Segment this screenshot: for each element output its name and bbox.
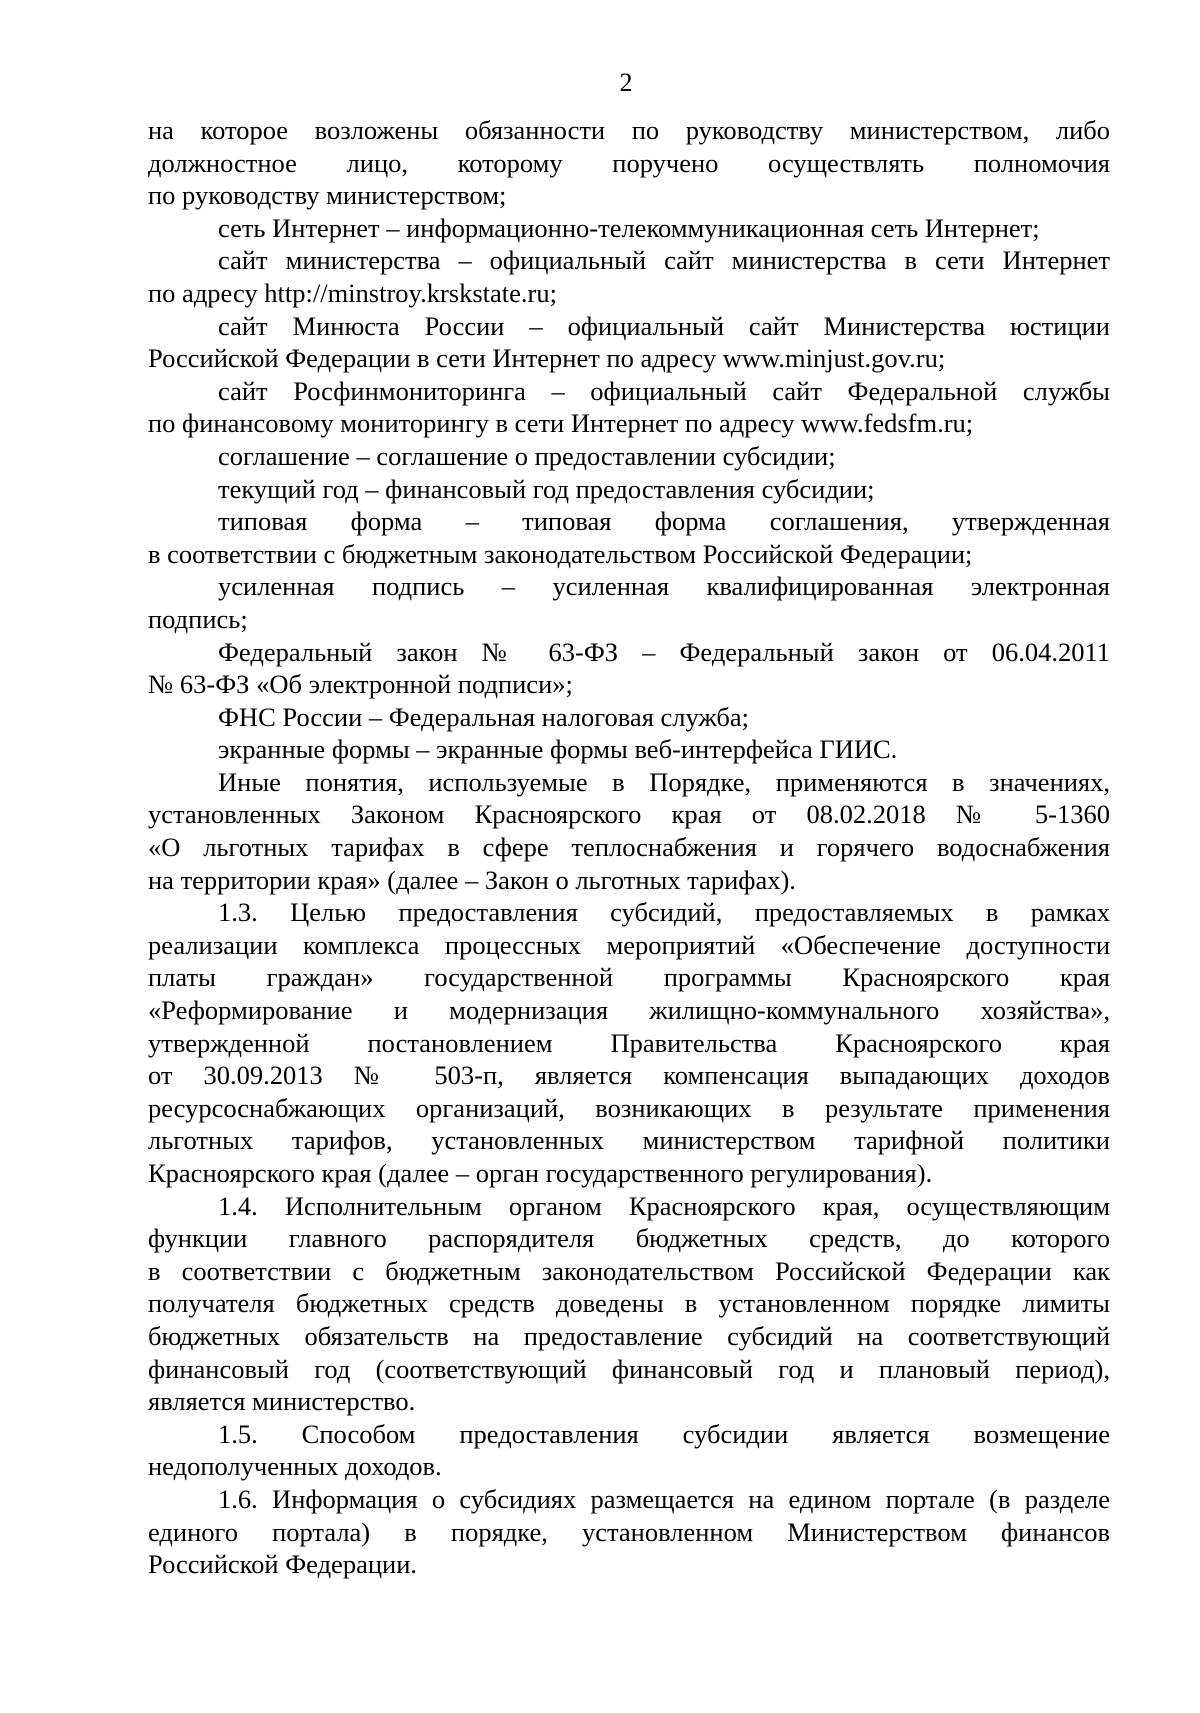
- text-line: сайт Минюста России – официальный сайт Министерства юстиции: [218, 310, 1110, 341]
- text-line: от 30.09.2013 № 503-п, является компенсация выпадающих доходов: [148, 1060, 1110, 1091]
- text-line: по финансовому мониторингу в сети Интернет по адресу www.fedsfm.ru;: [148, 408, 974, 439]
- text-line: сайт министерства – официальный сайт министерства в сети Интернет: [218, 245, 1110, 276]
- text-line: функции главного распорядителя бюджетных средств, до которого: [148, 1223, 1110, 1254]
- text-line: ресурсоснабжающих организаций, возникающих в результате применения: [148, 1092, 1110, 1123]
- text-line: должностное лицо, которому поручено осуществлять полномочия: [148, 147, 1110, 178]
- text-line: типовая форма – типовая форма соглашения, утвержденная: [218, 506, 1110, 537]
- text-line: утвержденной постановлением Правительства Красноярского края: [148, 1027, 1110, 1058]
- text-line: по руководству министерством;: [148, 180, 507, 211]
- text-line: Российской Федерации в сети Интернет по адресу www.minjust.gov.ru;: [148, 343, 946, 374]
- text-line: платы граждан» государственной программы Красноярского края: [148, 962, 1110, 993]
- text-line: текущий год – финансовый год предоставления субсидии;: [218, 473, 875, 504]
- text-line: ФНС России – Федеральная налоговая служба;: [218, 701, 749, 732]
- text-line: получателя бюджетных средств доведены в установленном порядке лимиты: [148, 1288, 1110, 1319]
- text-line: экранные формы – экранные формы веб-интерфейса ГИИС.: [218, 734, 898, 765]
- text-line: Федеральный закон № 63-ФЗ – Федеральный закон от 06.04.2011: [218, 636, 1110, 667]
- text-line: сайт Росфинмониторинга – официальный сайт Федеральной службы: [218, 375, 1110, 406]
- text-line: на которое возложены обязанности по руководству министерством, либо: [148, 115, 1110, 145]
- text-line: сеть Интернет – информационно-телекоммуникационная сеть Интернет;: [218, 212, 1040, 243]
- text-line: бюджетных обязательств на предоставление субсидий на соответствующий: [148, 1320, 1110, 1351]
- text-line: льготных тарифов, установленных министерством тарифной политики: [148, 1125, 1110, 1156]
- text-line: Иные понятия, используемые в Порядке, применяются в значениях,: [218, 766, 1110, 797]
- document-body: [148, 114, 1110, 1581]
- text-line: 1.4. Исполнительным органом Красноярского края, осуществляющим: [218, 1190, 1110, 1221]
- text-line: по адресу http://minstroy.krskstate.ru;: [148, 277, 557, 308]
- text-line: «Реформирование и модернизация жилищно-коммунального хозяйства»,: [148, 995, 1110, 1026]
- text-line: соглашение – соглашение о предоставлении субсидии;: [218, 440, 836, 471]
- text-line: недополученных доходов.: [148, 1451, 442, 1482]
- text-line: Российской Федерации.: [148, 1549, 417, 1580]
- text-line: 1.6. Информация о субсидиях размещается на едином портале (в разделе: [218, 1483, 1110, 1514]
- page-number: 2: [619, 68, 633, 97]
- text-line: подпись;: [148, 603, 248, 634]
- text-line: усиленная подпись – усиленная квалифицированная электронная: [218, 571, 1110, 602]
- text-line: единого портала) в порядке, установленном Министерством финансов: [148, 1516, 1110, 1547]
- text-line: «О льготных тарифах в сфере теплоснабжения и горячего водоснабжения: [148, 832, 1110, 863]
- text-line: 1.3. Целью предоставления субсидий, предоставляемых в рамках: [218, 897, 1110, 928]
- text-line: в соответствии с бюджетным законодательством Российской Федерации;: [148, 538, 973, 569]
- text-line: является министерство.: [148, 1386, 416, 1417]
- text-line: установленных Законом Красноярского края от 08.02.2018 № 5-1360: [148, 799, 1110, 830]
- text-line: реализации комплекса процессных мероприятий «Обеспечение доступности: [148, 929, 1110, 960]
- text-line: в соответствии с бюджетным законодательством Российской Федерации как: [148, 1255, 1110, 1286]
- text-line: Красноярского края (далее – орган государственного регулирования).: [148, 1158, 933, 1188]
- text-line: на территории края» (далее – Закон о льготных тарифах).: [148, 864, 796, 895]
- text-line: финансовый год (соответствующий финансовый год и плановый период),: [148, 1353, 1110, 1384]
- text-line: № 63-ФЗ «Об электронной подписи»;: [148, 669, 573, 700]
- text-line: 1.5. Способом предоставления субсидии является возмещение: [218, 1418, 1110, 1449]
